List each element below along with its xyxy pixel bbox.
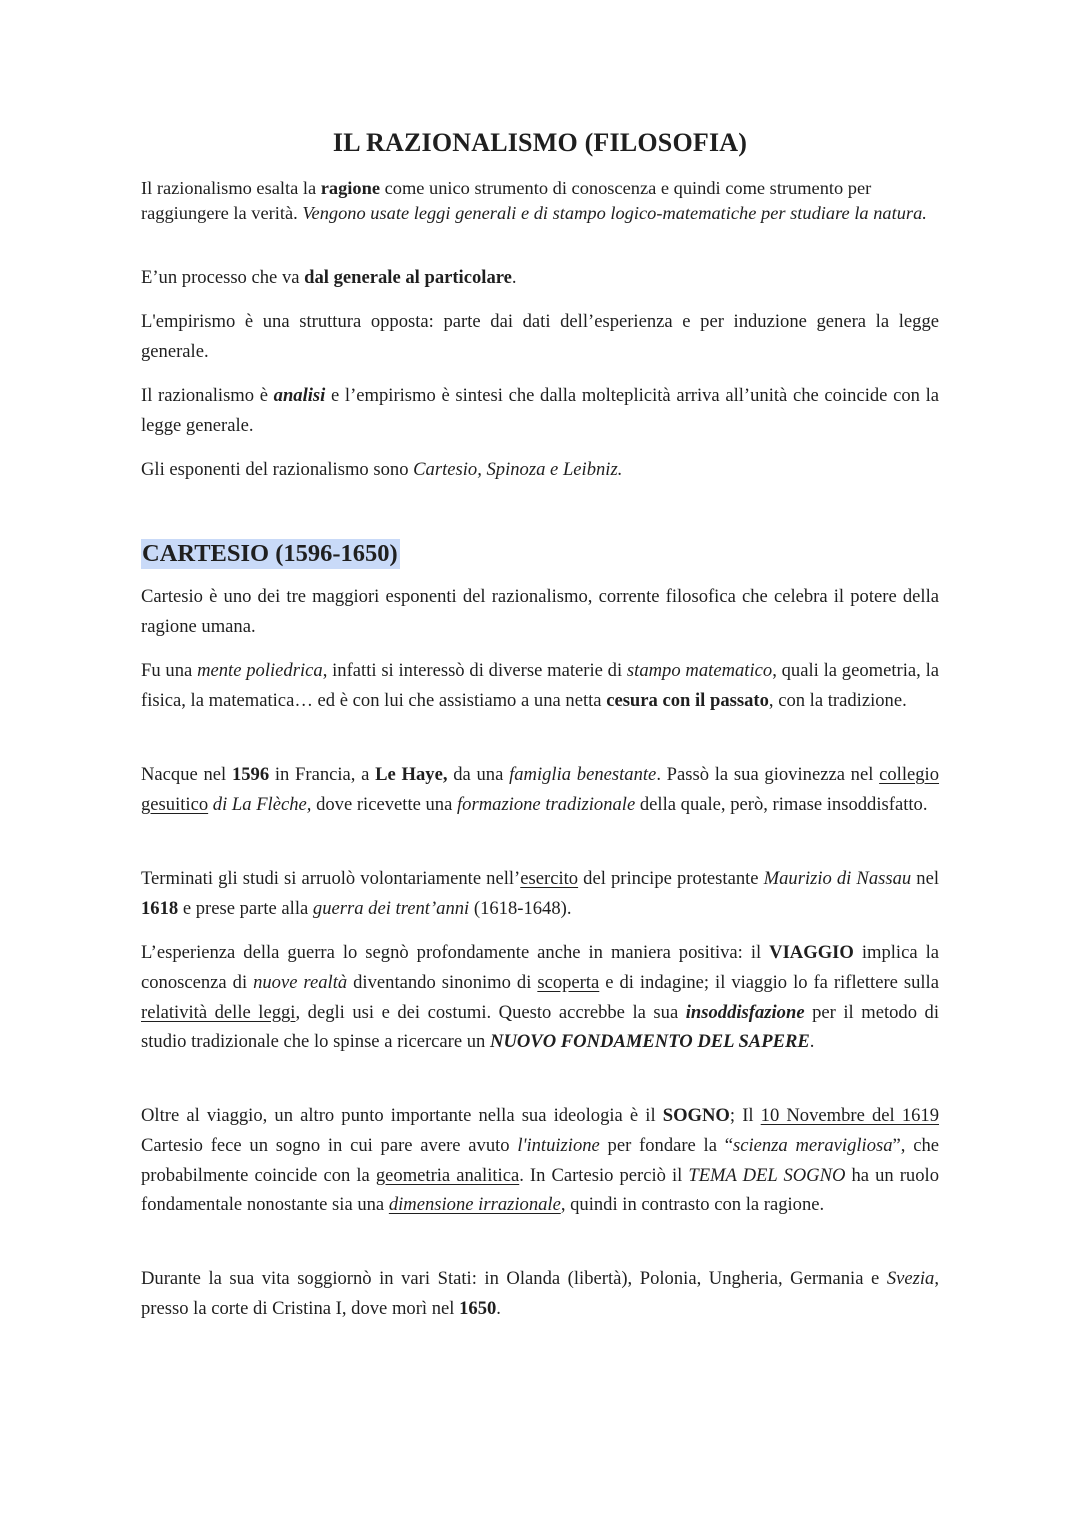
intro-paragraph: Il razionalismo esalta la ragione come unico strumento di conoscenza e quindi come strumento per raggiungere la verità. Vengono usate leggi generali e di stampo logico-matematiche per studiare la natura. — [141, 178, 927, 223]
paragraph-empirismo: L'empirismo è una struttura opposta: parte dai dati dell’esperienza e per induzione genera la legge generale. — [141, 311, 939, 362]
paragraph-esercito: Terminati gli studi si arruolò volontariamente nell’esercito del principe protestante Maurizio di Nassau nel 1618 e prese parte alla guerra dei trent’anni (1618-1648). — [141, 868, 939, 919]
paragraph-process: E’un processo che va dal generale al particolare. — [141, 267, 517, 288]
paragraph-analisi: Il razionalismo è analisi e l’empirismo è sintesi che dalla molteplicità arriva all’unità che coincide con la legge generale. — [141, 385, 940, 436]
page-title: IL RAZIONALISMO (FILOSOFIA) — [332, 128, 748, 157]
paragraph-sogno: Oltre al viaggio, un altro punto importante nella sua ideologia è il SOGNO; Il 10 Novembre del 1619 Cartesio fece un sogno in cui pare avere avuto l'intuizione per fondare la “scienza meravigliosa”, che probabilmente coincide con la geometria analitica. In Cartesio perciò il TEMA DEL SOGNO ha un ruolo fondamentale nonostante sia una dimensione irrazionale, quindi in contrasto con la ragione. — [141, 1105, 940, 1216]
paragraph-esponenti: Gli esponenti del razionalismo sono Cartesio, Spinoza e Leibniz. — [141, 459, 623, 480]
paragraph-nascita: Nacque nel 1596 in Francia, a Le Haye, da una famiglia benestante. Passò la sua giovinezza nel collegio gesuitico di La Flèche, dove ricevette una formazione tradizionale della quale, però, rimase insoddisfatto. — [141, 764, 940, 815]
section-heading-block — [141, 539, 939, 569]
paragraph-stati: Durante la sua vita soggiornò in vari Stati: in Olanda (libertà), Polonia, Ungheria, Germania e Svezia, presso la corte di Cristina I, dove morì nel 1650. — [141, 1268, 939, 1319]
paragraph-viaggio: L’esperienza della guerra lo segnò profondamente anche in maniera positiva: il VIAGGIO implica la conoscenza di nuove realtà diventando sinonimo di scoperta e di indagine; il viaggio lo fa riflettere sulla relatività delle leggi, degli usi e dei costumi. Questo accrebbe la sua insoddisfazione per il metodo di studio tradizionale che lo spinse a ricercare un NUOVO FONDAMENTO DEL SAPERE. — [141, 942, 940, 1053]
paragraph-mente-poliedrica: Fu una mente poliedrica, infatti si interessò di diverse materie di stampo matematico, quali la geometria, la fisica, la matematica… ed è con lui che assistiamo a una netta cesura con il passato, con la tradizione. — [141, 660, 939, 711]
section-heading-cartesio: CARTESIO (1596-1650) — [142, 540, 398, 567]
paragraph-cartesio-intro: Cartesio è uno dei tre maggiori esponenti del razionalismo, corrente filosofica che celebra il potere della ragione umana. — [141, 586, 939, 637]
